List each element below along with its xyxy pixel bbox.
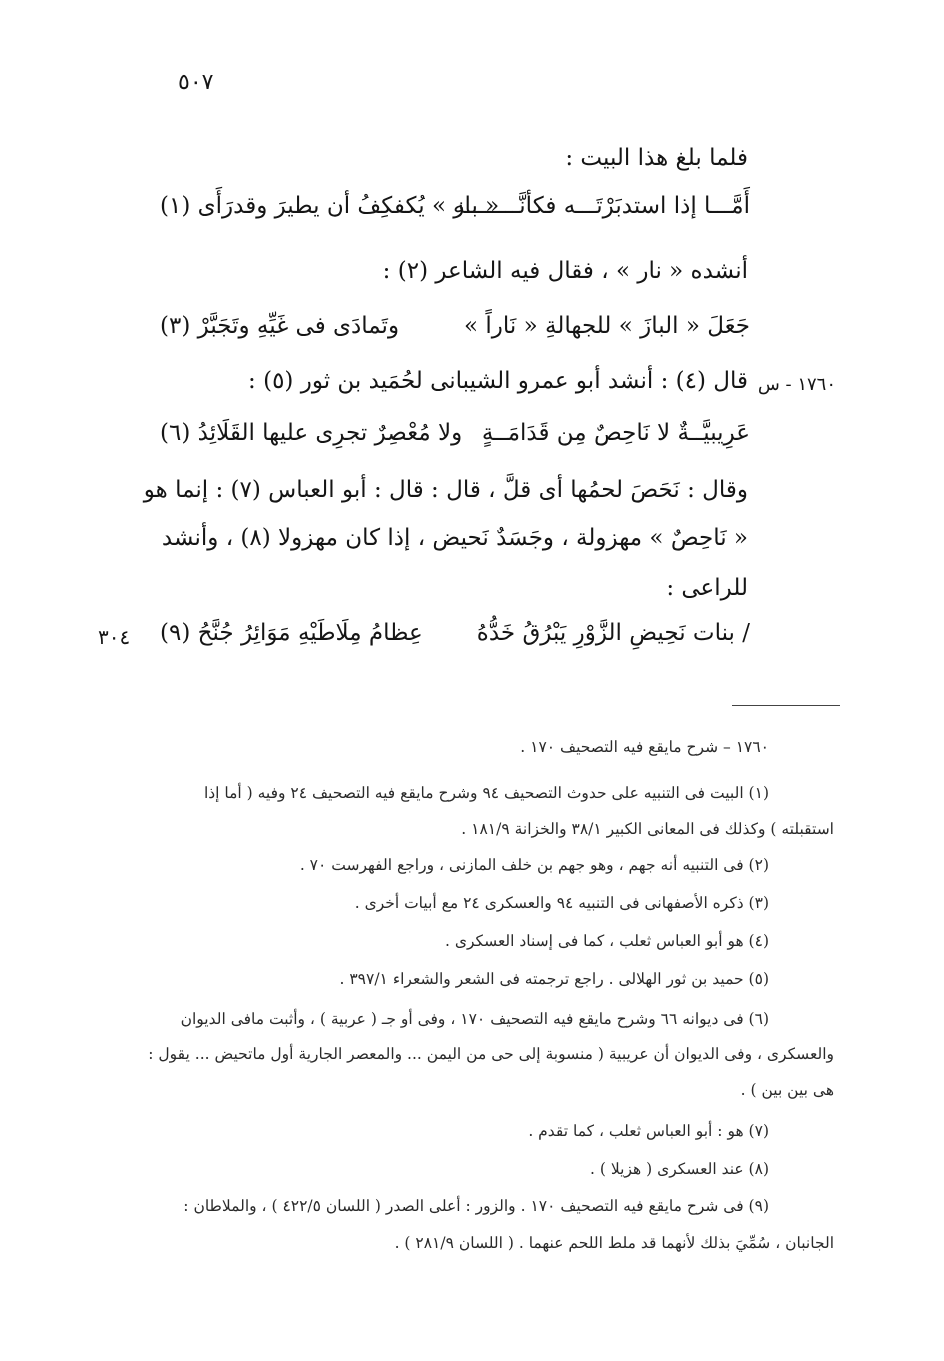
text-line-2: أنشده « نار » ، فقال فيه الشاعر (٢) : <box>382 258 748 284</box>
footnote-6: (٦) فى ديوانه ٦٦ وشرح مايقع فيه التصحيف ١٧٠ ، وفى أو جـ ( عربية ) ، وأثبت مافى الديوان <box>180 1010 769 1028</box>
verse-1-first-hemistich: أَمَّـــا إذا استدبَرْتَـــه فكأنَّــــــــه <box>453 193 750 219</box>
footnote-6-cont-2: هى بين بين ) . <box>740 1081 834 1099</box>
footnote-9-cont: الجانبان ، سُمِّيَ بذلك لأنهما قد ملط اللحم عنهما . ( اللسان ٢٨١/٩ ) . <box>394 1234 834 1252</box>
footnote-1-cont: استقبلته ) وكذلك فى المعانى الكبير ٣٨/١ والخزانة ١٨١/٩ . <box>461 820 834 838</box>
verse-2-second-hemistich: وتَمادَى فى غَيِّهِ وتَجَبَّرْ (٣) <box>160 313 400 339</box>
verse-3-first-hemistich: عَرِيبيَّــةٌ لا نَاحِصٌ مِن قَدَامَــةٍ <box>481 420 750 446</box>
verse-4-second-hemistich: عِظامُ مِلَاطَيْهِ مَوَائِرُ جُنَّحُ (٩) <box>160 620 423 646</box>
footnote-7: (٧) هو : أبو العباس ثعلب ، كما تقدم . <box>528 1122 769 1140</box>
verse-3-second-hemistich: ولا مُعْصِرٌ تجرِى عليها القَلَائِدُ (٦) <box>160 420 463 446</box>
footnote-2: (٢) فى التنبيه أنه جهم ، وهو جهم بن خلف المازنى ، وراجع الفهرست ٧٠ . <box>299 856 769 874</box>
text-line-3: قال (٤) : أنشد أبو عمرو الشيبانى لحُمَيد بن ثور (٥) : <box>248 368 748 394</box>
footnote-8: (٨) عند العسكرى ( هزيلا ) . <box>590 1160 769 1178</box>
verse-4-first-hemistich: / بنات نَحِيضِ الزَّوْرِ يَبْرُقُ خَدُّهُ <box>476 620 750 646</box>
text-line-5: « نَاحِصٌ » مهزولة ، وجَسَدٌ نَحيض ، إذا كان مهزولا (٨) ، وأنشد <box>161 525 748 551</box>
intro-line: فلما بلغ هذا البيت : <box>565 145 748 171</box>
footnote-5: (٥) حميد بن ثور الهلالى . راجع ترجمته فى الشعر والشعراء ٣٩٧/١ . <box>339 970 769 988</box>
footnote-6-cont-1: والعسكرى ، وفى الديوان أن عريبية ( منسوبة إلى حى من اليمن ... والمعصر الجارية أول ماتحيض ... يقول : <box>148 1045 834 1063</box>
page-reference: ٣٠٤ <box>98 625 131 649</box>
entry-number: ١٧٦٠ - س <box>757 374 836 395</box>
text-line-4: وقال : نَحَصَ لحمُها أى قلَّ ، قال : قال : أبو العباس (٧) : إنما هو <box>143 477 748 503</box>
footnote-3: (٣) ذكره الأصفهانى فى التنبيه ٩٤ والعسكرى ٢٤ مع أبيات أخرى . <box>354 894 769 912</box>
footnote-separator <box>732 705 840 706</box>
text-line-6: للراعى : <box>666 575 748 601</box>
footnote-1: (١) البيت فى التنبيه على حدوث التصحيف ٩٤ وشرح مايقع فيه التصحيف ٢٤ وفيه ( أما إذا <box>203 784 769 802</box>
page-number: ٥٠٧ <box>178 70 214 95</box>
footnote-9: (٩) فى شرح مايقع فيه التصحيف ١٧٠ . والزور : أعلى الصدر ( اللسان ٤٢٢/٥ ) ، والملاطان : <box>183 1197 769 1215</box>
verse-1-second-hemistich: « باز » يُكفكِفُ أن يطيرَ وقدرَأَى (١) <box>160 193 500 219</box>
verse-2-first-hemistich: جَعَلَ « البازَ » للجهالةِ « نَاراً » <box>464 313 750 339</box>
footnote-entry-ref: ١٧٦٠ – شرح مايقع فيه التصحيف ١٧٠ . <box>520 738 769 756</box>
footnote-4: (٤) هو أبو العباس ثعلب ، كما فى إسناد العسكرى . <box>445 932 769 950</box>
